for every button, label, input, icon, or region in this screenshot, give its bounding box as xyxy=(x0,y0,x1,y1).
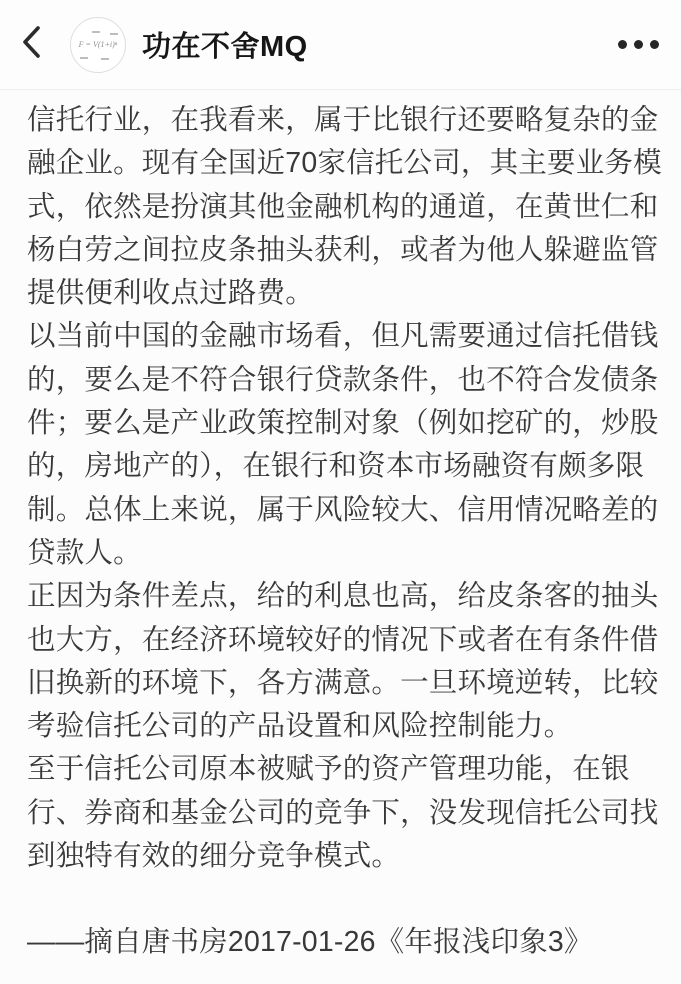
article-line: 贷款人。 xyxy=(27,536,142,569)
avatar-formula-text: F = V(1+i)ⁿ xyxy=(78,40,118,49)
article-line: 行、券商和基金公司的竞争下，没发现信托公司找 xyxy=(27,796,659,829)
article-line: 信托行业，在我看来，属于比银行还要略复杂的金 xyxy=(27,104,659,136)
article-line: 旧换新的环境下，各方满意。一旦环境逆转，比较 xyxy=(27,666,659,699)
paragraph xyxy=(27,575,657,748)
article-line: 正因为条件差点，给的利息也高，给皮条客的抽头 xyxy=(27,580,659,613)
avatar-annotation-mark xyxy=(92,31,100,33)
article-line: 考验信托公司的产品设置和风险控制能力。 xyxy=(27,710,573,743)
chevron-left-icon xyxy=(20,24,42,65)
article-line: 融企业。现有全国近70家信托公司，其主要业务模 xyxy=(27,147,662,180)
article-line: 也大方，在经济环境较好的情况下或者在有条件借 xyxy=(27,623,659,656)
article-body xyxy=(0,90,681,965)
paragraph xyxy=(27,748,657,878)
avatar-annotation-mark xyxy=(110,33,118,35)
avatar-annotation-mark xyxy=(101,58,109,60)
back-button[interactable] xyxy=(20,23,54,67)
article-line: 提供便利收点过路费。 xyxy=(27,277,315,310)
article-line: 的，要么是不符合银行贷款条件，也不符合发债条 xyxy=(27,363,659,396)
more-menu-button[interactable] xyxy=(618,30,659,59)
article-line: 至于信托公司原本被赋予的资产管理功能，在银 xyxy=(27,753,630,786)
paragraph xyxy=(27,315,657,575)
ellipsis-icon xyxy=(634,40,643,49)
avatar-annotation-mark xyxy=(80,57,88,59)
article-line: 制。总体上来说，属于风险较大、信用情况略差的 xyxy=(27,493,659,526)
ellipsis-icon xyxy=(618,40,627,49)
account-title[interactable]: 功在不舍MQ xyxy=(142,31,308,63)
paragraph xyxy=(27,99,662,315)
article-line: 以当前中国的金融市场看，但凡需要通过信托借钱 xyxy=(27,320,659,353)
article-line: 件；要么是产业政策控制对象（例如挖矿的，炒股 xyxy=(27,407,659,440)
article-line: 的，房地产的），在银行和资本市场融资有颇多限 xyxy=(27,450,645,483)
ellipsis-icon xyxy=(650,40,659,49)
header-bar xyxy=(0,0,681,90)
article-line: 式，依然是扮演其他金融机构的通道，在黄世仁和 xyxy=(27,190,659,223)
attribution-line: ——摘自唐书房2017-01-26《年报浅印象3》 xyxy=(27,926,593,959)
account-avatar[interactable] xyxy=(70,17,126,73)
article-line: 到独特有效的细分竞争模式。 xyxy=(27,840,401,873)
article-line: 杨白劳之间拉皮条抽头获利，或者为他人躲避监管 xyxy=(27,233,659,266)
